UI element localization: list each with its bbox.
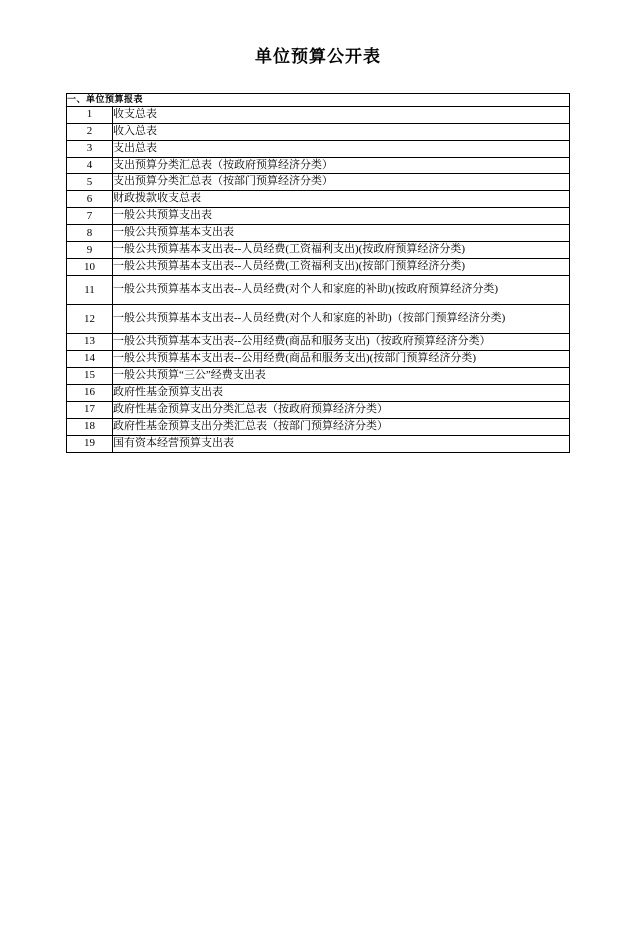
row-label: 政府性基金预算支出分类汇总表（按政府预算经济分类）: [113, 401, 570, 418]
row-label: 政府性基金预算支出分类汇总表（按部门预算经济分类）: [113, 418, 570, 435]
table-row: [67, 435, 570, 452]
table-row: [67, 401, 570, 418]
row-label: 政府性基金预算支出表: [113, 384, 570, 401]
table-row: [67, 208, 570, 225]
table-row: [67, 242, 570, 259]
row-label: 财政拨款收支总表: [113, 191, 570, 208]
table-row: [67, 384, 570, 401]
table-row: [67, 418, 570, 435]
table-row: [67, 276, 570, 305]
row-number: 5: [67, 174, 113, 191]
row-label: 一般公共预算基本支出表--人员经费(对个人和家庭的补助)(按政府预算经济分类): [113, 276, 570, 305]
row-number: 6: [67, 191, 113, 208]
row-number: 7: [67, 208, 113, 225]
table-row: [67, 140, 570, 157]
table-row: [67, 333, 570, 350]
budget-table: [66, 93, 570, 453]
page-title: 单位预算公开表: [255, 47, 381, 66]
table-row: [67, 259, 570, 276]
row-number: 10: [67, 259, 113, 276]
table-row: [67, 350, 570, 367]
row-label: 支出预算分类汇总表（按部门预算经济分类）: [113, 174, 570, 191]
row-number: 11: [67, 276, 113, 305]
row-number: 12: [67, 305, 113, 334]
budget-table-container: [66, 93, 570, 453]
row-number: 19: [67, 435, 113, 452]
row-label: 收入总表: [113, 123, 570, 140]
row-label: 支出预算分类汇总表（按政府预算经济分类）: [113, 157, 570, 174]
section-header-cell: 一、单位预算报表: [67, 94, 570, 107]
row-number: 16: [67, 384, 113, 401]
table-row: [67, 225, 570, 242]
row-label: 国有资本经营预算支出表: [113, 435, 570, 452]
row-number: 17: [67, 401, 113, 418]
row-number: 2: [67, 123, 113, 140]
row-number: 9: [67, 242, 113, 259]
table-row: [67, 367, 570, 384]
row-label: 支出总表: [113, 140, 570, 157]
row-label: 一般公共预算基本支出表--人员经费(对个人和家庭的补助)（按部门预算经济分类): [113, 305, 570, 334]
table-row: [67, 174, 570, 191]
section-header-row: [67, 94, 570, 107]
table-row: [67, 157, 570, 174]
row-number: 13: [67, 333, 113, 350]
row-number: 4: [67, 157, 113, 174]
row-number: 8: [67, 225, 113, 242]
table-row: [67, 106, 570, 123]
row-label: 一般公共预算“三公”经费支出表: [113, 367, 570, 384]
row-label: 一般公共预算基本支出表--公用经费(商品和服务支出)（按政府预算经济分类）: [113, 333, 570, 350]
row-number: 1: [67, 106, 113, 123]
row-label: 一般公共预算基本支出表--公用经费(商品和服务支出)(按部门预算经济分类): [113, 350, 570, 367]
document-page: [0, 42, 636, 942]
row-number: 14: [67, 350, 113, 367]
table-row: [67, 191, 570, 208]
row-number: 18: [67, 418, 113, 435]
row-number: 15: [67, 367, 113, 384]
table-row: [67, 123, 570, 140]
row-label: 一般公共预算基本支出表--人员经费(工资福利支出)(按部门预算经济分类): [113, 259, 570, 276]
budget-table-body: [67, 94, 570, 453]
row-label: 收支总表: [113, 106, 570, 123]
row-label: 一般公共预算基本支出表--人员经费(工资福利支出)(按政府预算经济分类): [113, 242, 570, 259]
table-row: [67, 305, 570, 334]
row-label: 一般公共预算支出表: [113, 208, 570, 225]
row-number: 3: [67, 140, 113, 157]
row-label: 一般公共预算基本支出表: [113, 225, 570, 242]
